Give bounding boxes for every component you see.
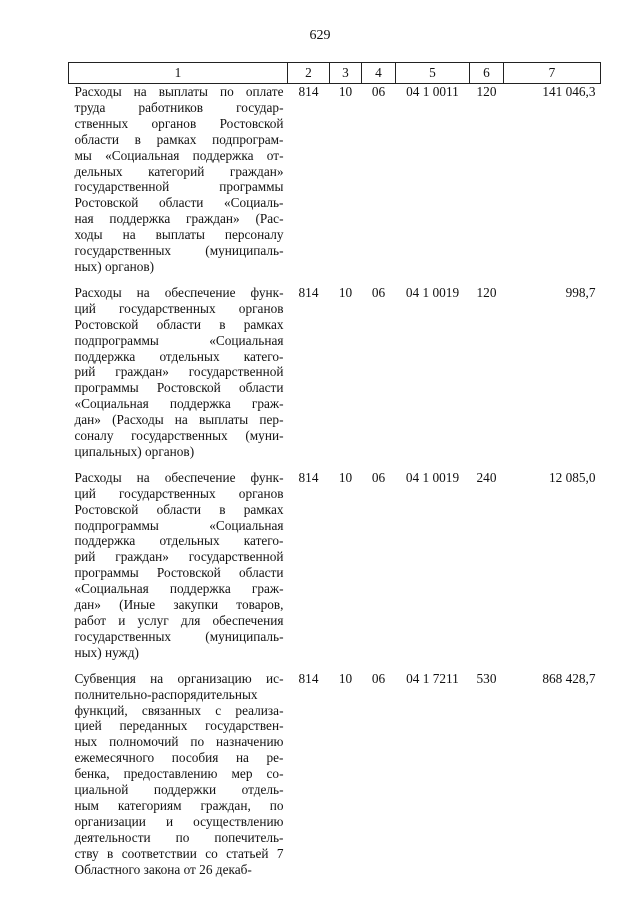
subsection-code-cell: 06 <box>371 84 386 99</box>
description-line: ных) органов) <box>74 258 155 274</box>
description-line: цией переданных государствен- <box>74 718 284 734</box>
description-line: деятельности по попечитель- <box>74 829 284 845</box>
description-line: ная поддержка граждан» (Рас- <box>74 211 284 227</box>
amount-cell: 141 046,3 <box>542 84 596 99</box>
section-code-cell: 10 <box>338 469 353 485</box>
table-header-row <box>69 63 601 84</box>
ministry-code-cell: 814 <box>298 84 319 99</box>
description-line: «Социальная поддержка граж- <box>74 581 284 597</box>
description-line: Расходы на обеспечение функ- <box>74 284 284 300</box>
expense-description-cell <box>69 470 288 671</box>
amount-cell: 998,7 <box>565 284 596 300</box>
subsection-code-cell: 06 <box>371 284 386 300</box>
description-line: программы Ростовской области <box>74 380 284 396</box>
description-line: «Социальная поддержка граж- <box>74 396 284 412</box>
section-code-cell: 10 <box>338 84 353 99</box>
header-cell: 7 <box>504 63 601 84</box>
description-line: циальной поддержки отдель- <box>74 782 284 798</box>
header-cell: 5 <box>396 63 470 84</box>
description-line: государственных (муниципаль- <box>74 628 284 644</box>
description-line: Расходы на обеспечение функ- <box>74 469 284 485</box>
description-line: рий граждан» государственной <box>74 549 284 565</box>
description-line: Ростовской области «Социаль- <box>74 195 284 211</box>
description-line: бенка, предоставлению мер со- <box>74 766 284 782</box>
table-body <box>69 84 601 888</box>
description-line: государственной программы <box>74 179 284 195</box>
expense-description-cell <box>69 84 288 285</box>
description-line: Субвенция на организацию ис- <box>74 670 284 686</box>
description-line: полнительно-распорядительных <box>74 686 258 702</box>
page-number: 629 <box>309 28 331 43</box>
description-line: ственных органов Ростовской <box>74 115 284 131</box>
description-line: рий граждан» государственной <box>74 364 284 380</box>
subsection-code-cell: 06 <box>371 469 386 485</box>
description-line: ных) нужд) <box>74 644 139 660</box>
expense-description-cell <box>69 285 288 470</box>
description-line: области в рамках подпрограм- <box>74 131 284 147</box>
target-article-cell: 04 1 7211 <box>406 670 459 686</box>
header-cell: 1 <box>69 63 288 84</box>
description-line: государственных (муниципаль- <box>74 243 284 259</box>
table-row <box>69 285 601 470</box>
description-line: функций, связанных с реализа- <box>74 702 284 718</box>
section-code-cell: 10 <box>338 670 353 686</box>
description-line: мы «Социальная поддержка от- <box>74 147 284 163</box>
expense-type-cell: 530 <box>476 670 497 686</box>
expense-description-cell <box>69 671 288 888</box>
table-row <box>69 84 601 285</box>
description-line: поддержка отдельных катего- <box>74 348 284 364</box>
header-cell: 4 <box>362 63 396 84</box>
description-line: ству в соответствии со статьей 7 <box>74 845 284 861</box>
expense-type-cell: 120 <box>476 84 497 99</box>
description-line: дан» (Расходы на выплаты пер- <box>74 412 284 428</box>
description-line: поддержка отдельных катего- <box>74 533 284 549</box>
expense-type-cell: 120 <box>476 284 497 300</box>
header-cell: 3 <box>330 63 362 84</box>
description-line: ных полномочий по назначению <box>74 734 284 750</box>
description-line: подпрограммы «Социальная <box>74 517 284 533</box>
description-line: соналу государственных (муни- <box>74 428 284 444</box>
expense-type-cell: 240 <box>476 469 497 485</box>
description-line: Областного закона от 26 декаб- <box>74 861 252 877</box>
description-line: Расходы на выплаты по оплате <box>74 84 284 99</box>
description-line: дан» (Иные закупки товаров, <box>74 597 284 613</box>
ministry-code-cell: 814 <box>298 670 319 686</box>
amount-cell: 868 428,7 <box>542 670 596 686</box>
table-row <box>69 671 601 888</box>
description-line: дельных категорий граждан» <box>74 163 284 179</box>
table-row <box>69 470 601 671</box>
description-line: Ростовской области в рамках <box>74 316 284 332</box>
description-line: ходы на выплаты персоналу <box>74 227 284 243</box>
description-line: труда работников государ- <box>74 99 284 115</box>
description-line: ным категориям граждан, по <box>74 797 284 813</box>
subsection-code-cell: 06 <box>371 670 386 686</box>
budget-table <box>68 62 601 888</box>
target-article-cell: 04 1 0019 <box>405 284 460 300</box>
description-line: ципальных) органов) <box>74 443 195 459</box>
description-line: работ и услуг для обеспечения <box>74 613 284 628</box>
description-line: ций государственных органов <box>74 300 284 316</box>
target-article-cell: 04 1 0011 <box>406 84 459 99</box>
description-line: Ростовской области в рамках <box>74 501 284 517</box>
description-line: подпрограммы «Социальная <box>74 332 284 348</box>
description-line: ежемесячного пособия на ре- <box>74 750 284 766</box>
ministry-code-cell: 814 <box>298 469 319 485</box>
header-cell: 6 <box>470 63 504 84</box>
section-code-cell: 10 <box>338 284 353 300</box>
header-cell: 2 <box>288 63 330 84</box>
description-line: программы Ростовской области <box>74 565 284 581</box>
description-line: ций государственных органов <box>74 485 284 501</box>
description-line: организации и осуществлению <box>74 813 284 829</box>
target-article-cell: 04 1 0019 <box>405 469 460 485</box>
ministry-code-cell: 814 <box>298 284 319 300</box>
amount-cell: 12 085,0 <box>548 469 596 485</box>
